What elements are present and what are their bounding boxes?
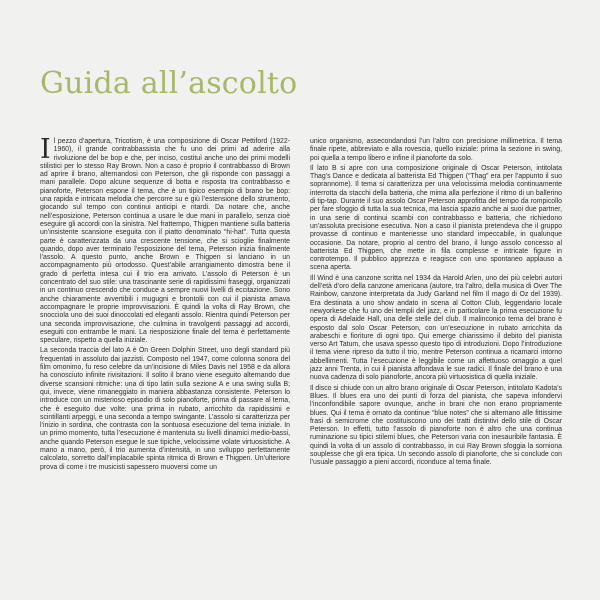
paragraph: unico organismo, assecondandosi l’un l’altro con precisione millimetrica. Il tema finale ripete, abbreviato e alla rovescia, quello iniziale: prima la sezione in swing, poi quella a tempo libero e infine il pianoforte da solo.	[310, 138, 562, 162]
paragraph: Il lato B si apre con una composizione originale di Oscar Peterson, intitolata Thag’s Dance e dedicata al batterista Ed Thigpen (“Thag” era per l’appunto il suo soprannome). Il tema si caratterizza per una velocissima melodia continuamente interrotta da stacchi della batteria, che mima alla perfezione il ritmo di un ballerino di tip-tap. Durante il suo assolo Oscar Peterson approfitta del tempo da rompicollo per fare sfoggio di tutta la sua tecnica, ma lascia spazio anche ai suoi due partner, in una serie di continui scambi con contrabbasso e batteria, che richiedono un’assoluta precisione esecutiva. Non a caso il pianista pretendeva che il gruppo provasse di continuo e mantenesse uno standard impeccabile, in qualunque occasione. Da notare, proprio al centro del brano, il lungo assolo concesso al batterista Ed Thigpen, che mette in fila complesse e intricate figure in controtempo. Il pubblico apprezza e reagisce con uno spontaneo applauso a scena aperta.	[310, 164, 562, 272]
paragraph: Ill Wind è una canzone scritta nel 1934 da Harold Arlen, uno dei più celebri autori dell’età d’oro della canzone americana (autore, tra l’altro, della musica di Over The Rainbow, canzone interpretata da Judy Garland nel film Il mago di Oz del 1939). Era destinata a uno show andato in scena al Cotton Club, leggendario locale newyorkese che fu uno dei templi del jazz, e in particolare la prima esecuzione fu opera di Adelaide Hall, una delle stelle del club. Il malinconico tema del brano è esposto dal solo Oscar Peterson, con un’esecuzione in rubato arricchita da arabeschi e fioriture di ogni tipo. Qui emerge chiarissimo il debito del pianista verso Art Tatum, che usava spesso questo tipo di introduzioni. Dopo l’introduzione il tema viene ripreso da tutto il trio, mentre Peterson continua a ricamarci intorno abbellimenti. Tutta l’esecuzione è leggibile come un affettuoso omaggio a quel jazz anni Trenta, in cui il pianista affondava le sue radici. Il finale del brano è una nuova cadenza di solo pianoforte, ancora più virtuosistica di quella iniziale.	[310, 274, 562, 382]
paragraph: Il disco si chiude con un altro brano originale di Oscar Peterson, intitolato Kadota’s Blues. Il blues era uno dei punti di forza del pianista, che sapeva infondervi l’inconfondibile sapore ovunque, anche in brani che non erano propriamente blues. Qui il tema è ornato da continue “blue notes” che si alternano alle fittissime frasi di semicrome che costituiscono uno dei tratti distintivi dello stile di Oscar Peterson. In effetti, tutto l’assolo di pianoforte non è altro che una continua ruminazione su tipici stilemi blues, che Peterson varia con inesauribile fantasia. È quindi la volta di un assolo di contrabbasso, in cui Ray Brown sfoggia la sorniona souplesse che gli era tipica. Un secondo assolo di pianoforte, che si conclude con l’usuale passaggio a pieni accordi, riconduce al tema finale.	[310, 384, 562, 467]
paragraph: La seconda traccia del lato A è On Green Dolphin Street, uno degli standard più frequentati in assoluto dai jazzisti. Composto nel 1947, come colonna sonora del film omonimo, fu reso celebre da un’incisione di Miles Davis nel 1958 e da allora ha conosciuto infinite rivisitazioni. Il solito il brano viene eseguito alternando due diverse scansioni ritmiche: una di tipo latin sulla sezione A e una swing sulla B; qui, invece, viene rimaneggiato in maniera abbastanza consistente. Peterson lo introduce con un misterioso episodio di solo pianoforte, prima di passare al tema, che è eseguito due volte: una prima in rubato, arricchito da rapidissimi e scintillanti arpeggi, e una seconda a tempo swingante. L’assolo si caratterizza per l’inizio in sordina, che contrasta con la sontuosa esecuzione del tema iniziale. In un primo momento, tutta l’esecuzione è mantenuta su livelli dinamici medio-bassi, anche quando Peterson esegue le sue tipiche, velocissime volate virtuosistiche. A mano a mano, però, il trio aumenta d’intensità, in uno sviluppo perfettamente calcolato, sorretto dall’implacabile spinta ritmica di Brown e Thigpen. Un’ulteriore prova di come i tre musicisti sapessero muoversi come un	[40, 347, 290, 471]
page-title: Guida all’ascolto	[40, 66, 298, 101]
paragraph	[40, 134, 290, 345]
drop-cap: I	[40, 134, 51, 165]
left-column	[40, 134, 290, 474]
paragraph-text: l pezzo d’apertura, Tricotism, è una composizione di Oscar Pettiford (1922-1960), il grande contrabbassista che fu uno dei primi ad aderire alla rivoluzione del be bop e che, per inciso, costituì anche uno dei primi modelli stilistici per lo stesso Ray Brown. Non a caso è proprio il contrabbasso di Brown ad aprire il brano, alternandosi con Peterson, che gli risponde con passaggi a mani parallele. Dopo alcune sequenze di botta e risposta tra contrabbasso e pianoforte, Peterson espone il tema, che è un tipico esempio di brano be bop: una rapida e intricata melodia che percorre su e giù l’estensione dello strumento, giocando sul tempo con continui anticipi e ritardi. Da notare che, anche nell’esposizione, Peterson continua a usare le due mani in parallelo, senza cioè eseguire gli accordi con la sinistra. Nel frattempo, Thigpen mantiene sulla batteria un’insistente scansione eseguita con il piatto denominato “hi-hat”. Tutta questa parte è caratterizzata da una crescente tensione, che si scioglie finalmente quando, dopo aver terminato l’esposizione del tema, Peterson inizia finalmente l’assolo. A questo punto, anche Brown e Thigpen si lanciano in un accompagnamento più ortodosso. Quest’abile arrangiamento dimostra bene il grado di perfetta intesa cui il trio era arrivato. L’assolo di Peterson è un concentrato del suo stile: una trascinante serie di rapidissimi fraseggi, organizzati in un continuo crescendo che conduce a sempre nuovi livelli di eccitazione. Sono anche chiaramente avvertibili i mugugni e brontolii con cui il pianista amava accompagnare le proprie improvvisazioni. È quindi la volta di Ray Brown, che snocciola uno dei suoi dinoccolati ed eleganti assolo. Rientra quindi Peterson per una seconda improvvisazione, che culmina in travolgenti passaggi ad accordi, eseguiti con entrambe le mani. La riesposizione finale del tema è perfettamente speculare, rispetto a quella iniziale.	[40, 138, 290, 345]
right-column	[310, 138, 562, 470]
